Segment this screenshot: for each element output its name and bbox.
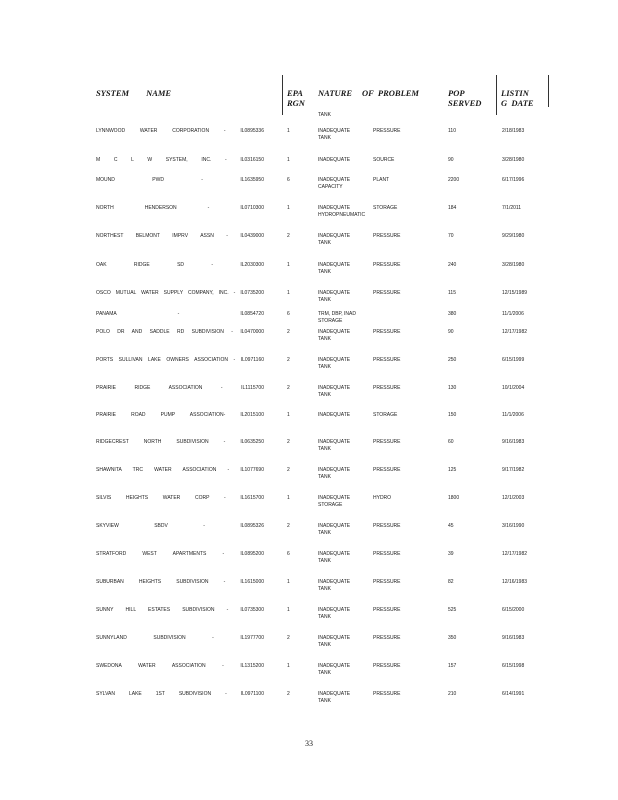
listing-date: 6/15/2000 [502, 607, 525, 613]
table-row [0, 635, 618, 659]
table-row [0, 579, 618, 603]
listing-date: 11/1/2006 [502, 311, 524, 317]
table-row [0, 329, 618, 353]
header-rgn: RGN [287, 98, 305, 108]
population-served: 110 [448, 128, 456, 134]
nature-of-problem: INADEQUATE TANK [318, 439, 351, 452]
header-of-problem: OF PROBLEM [362, 88, 419, 98]
table-row [0, 663, 618, 687]
nature-of-problem: INADEQUATE TANK [318, 663, 351, 676]
table-row [0, 495, 618, 519]
system-name: LYNNWOOD WATER CORPORATION - IL0895336 [96, 128, 264, 134]
continued-fragment: TANK [318, 112, 331, 118]
epa-region: 2 [287, 439, 290, 445]
population-served: 1800 [448, 495, 460, 501]
nature-of-problem: INADEQUATE TANK [318, 329, 351, 342]
system-name: OAK RIDGE SD - IL2030300 [96, 262, 264, 268]
nature-of-problem: INADEQUATE [318, 157, 351, 163]
problem-type: STORAGE [373, 205, 398, 211]
listing-date: 12/1/2003 [502, 495, 525, 501]
epa-region: 1 [287, 607, 290, 613]
problem-type: STORAGE [373, 412, 398, 418]
population-served: 70 [448, 233, 454, 239]
nature-of-problem: INADEQUATE TANK [318, 233, 351, 246]
nature-of-problem: INADEQUATE TANK [318, 467, 351, 480]
problem-type: PRESSURE [373, 233, 401, 239]
population-served: 380 [448, 311, 457, 317]
listing-date: 3/16/1990 [502, 523, 525, 529]
system-name: MOUND PWD - IL1635950 [96, 177, 264, 183]
epa-region: 6 [287, 551, 290, 557]
system-name: STRATFORD WEST APARTMENTS - IL0895200 [96, 551, 264, 557]
system-name: SUNNY HILL ESTATES SUBDIVISION - IL0735300 [96, 607, 264, 613]
system-name: PRAIRIE RIDGE ASSOCIATION - IL1115700 [96, 385, 264, 391]
epa-region: 2 [287, 467, 290, 473]
problem-type: PLANT [373, 177, 390, 183]
population-served: 82 [448, 579, 454, 585]
nature-of-problem: INADEQUATE STORAGE [318, 495, 351, 508]
epa-region: 1 [287, 262, 290, 268]
system-name: NORTH HENDERSON - IL0710300 [96, 205, 264, 211]
nature-of-problem: INADEQUATE TANK [318, 385, 351, 398]
system-name: SILVIS HEIGHTS WATER CORP - IL1615700 [96, 495, 264, 501]
nature-of-problem: INADEQUATE TANK [318, 357, 351, 370]
listing-date: 10/1/2004 [502, 385, 525, 391]
epa-region: 2 [287, 233, 290, 239]
nature-of-problem: INADEQUATE TANK [318, 551, 351, 564]
epa-region: 1 [287, 290, 290, 296]
problem-type: PRESSURE [373, 551, 401, 557]
epa-region: 2 [287, 329, 290, 335]
table-row [0, 523, 618, 547]
epa-region: 1 [287, 495, 290, 501]
population-served: 2200 [448, 177, 460, 183]
epa-region: 2 [287, 635, 290, 641]
listing-date: 6/15/1999 [502, 357, 525, 363]
population-served: 250 [448, 357, 457, 363]
table-row [0, 467, 618, 491]
table-row [0, 205, 618, 229]
population-served: 157 [448, 663, 457, 669]
header-system-name: SYSTEM NAME [96, 88, 172, 98]
nature-of-problem: TRM, DBP, INAD STORAGE [318, 311, 356, 324]
epa-region: 1 [287, 579, 290, 585]
header-pop: POP [448, 88, 465, 98]
header-served: SERVED [448, 98, 482, 108]
system-name: SUBURBAN HEIGHTS SUBDIVISION - IL1615000 [96, 579, 264, 585]
listing-date: 9/16/1983 [502, 635, 525, 641]
epa-region: 1 [287, 128, 290, 134]
population-served: 150 [448, 412, 457, 418]
nature-of-problem: INADEQUATE TANK [318, 128, 351, 141]
header-epa: EPA [287, 88, 303, 98]
problem-type: PRESSURE [373, 439, 401, 445]
nature-of-problem: INADEQUATE TANK [318, 262, 351, 275]
epa-region: 2 [287, 523, 290, 529]
nature-of-problem: INADEQUATE TANK [318, 290, 351, 303]
listing-date: 3/28/1980 [502, 262, 525, 268]
population-served: 210 [448, 691, 457, 697]
nature-of-problem: INADEQUATE TANK [318, 523, 351, 536]
nature-of-problem: INADEQUATE HYDROPNEUMATIC [318, 205, 366, 218]
problem-type: SOURCE [373, 157, 395, 163]
listing-date: 6/14/1991 [502, 691, 525, 697]
table-row [0, 262, 618, 286]
listing-date: 9/29/1980 [502, 233, 525, 239]
nature-of-problem: INADEQUATE TANK [318, 635, 351, 648]
problem-type: PRESSURE [373, 635, 401, 641]
system-name: POLO DR AND SADDLE RD SUBDIVISION - IL0470000 [96, 329, 264, 335]
system-name: PANAMA - IL0854720 [96, 311, 264, 317]
header-listing-1: LISTIN [501, 88, 529, 98]
population-served: 115 [448, 290, 456, 296]
system-name: PORTS SULLIVAN LAKE OWNERS ASSOCIATION - IL0971160 [96, 357, 264, 363]
problem-type: PRESSURE [373, 290, 401, 296]
table-row [0, 357, 618, 381]
population-served: 240 [448, 262, 457, 268]
epa-region: 1 [287, 663, 290, 669]
nature-of-problem: INADEQUATE [318, 412, 351, 418]
listing-date: 3/28/1980 [502, 157, 525, 163]
system-name: SWEDONA WATER ASSOCIATION - IL1315200 [96, 663, 264, 669]
listing-date: 9/17/1982 [502, 467, 525, 473]
epa-region: 2 [287, 357, 290, 363]
header-nature: NATURE [318, 88, 353, 98]
nature-of-problem: INADEQUATE TANK [318, 607, 351, 620]
epa-region: 2 [287, 385, 290, 391]
epa-region: 1 [287, 205, 290, 211]
population-served: 350 [448, 635, 457, 641]
table-row [0, 691, 618, 715]
problem-type: HYDRO [373, 495, 392, 501]
problem-type: PRESSURE [373, 128, 401, 134]
listing-date: 11/1/2006 [502, 412, 524, 418]
page-number: 33 [305, 739, 313, 748]
problem-type: PRESSURE [373, 467, 401, 473]
system-name: SYLVAN LAKE 1ST SUBDIVISION - IL0971100 [96, 691, 264, 697]
listing-date: 6/15/1998 [502, 663, 525, 669]
population-served: 125 [448, 467, 457, 473]
listing-date: 2/18/1983 [502, 128, 525, 134]
listing-date: 7/1/2011 [502, 205, 522, 211]
epa-region: 1 [287, 157, 290, 163]
system-name: SUNNYLAND SUBDIVISION - IL1977700 [96, 635, 264, 641]
population-served: 525 [448, 607, 457, 613]
population-served: 130 [448, 385, 457, 391]
system-name: SKYVIEW SBDV - IL0895326 [96, 523, 264, 529]
table-row [0, 233, 618, 257]
listing-date: 12/17/1982 [502, 329, 528, 335]
nature-of-problem: INADEQUATE TANK [318, 691, 351, 704]
population-served: 39 [448, 551, 454, 557]
system-name: NORTHEST BELMONT IMPRV ASSN - IL0439000 [96, 233, 264, 239]
listing-date: 9/16/1983 [502, 439, 525, 445]
table-row [0, 607, 618, 631]
epa-region: 6 [287, 177, 290, 183]
system-name: SHAWNITA TRC WATER ASSOCIATION - IL1077690 [96, 467, 264, 473]
epa-region: 1 [287, 412, 290, 418]
table-row [0, 439, 618, 463]
column-rule [548, 75, 549, 107]
population-served: 60 [448, 439, 454, 445]
system-name: M C L W SYSTEM, INC. - IL0316150 [96, 157, 264, 163]
column-rule [496, 75, 497, 115]
epa-region: 6 [287, 311, 290, 317]
problem-type: PRESSURE [373, 357, 401, 363]
table-row [0, 128, 618, 152]
problem-type: PRESSURE [373, 329, 401, 335]
column-rule [282, 75, 283, 115]
problem-type: PRESSURE [373, 385, 401, 391]
population-served: 90 [448, 329, 454, 335]
system-name: RIDGECREST NORTH SUBDIVISION - IL0635250 [96, 439, 264, 445]
table-row [0, 177, 618, 201]
problem-type: PRESSURE [373, 607, 401, 613]
table-row [0, 551, 618, 575]
table-row [0, 412, 618, 436]
listing-date: 12/15/1989 [502, 290, 528, 296]
system-name: PRAIRIE ROAD PUMP ASSOCIATION- IL2015100 [96, 412, 264, 418]
population-served: 184 [448, 205, 457, 211]
problem-type: PRESSURE [373, 663, 401, 669]
table-row [0, 385, 618, 409]
listing-date: 12/16/1983 [502, 579, 528, 585]
problem-type: PRESSURE [373, 691, 401, 697]
population-served: 45 [448, 523, 454, 529]
listing-date: 12/17/1982 [502, 551, 528, 557]
nature-of-problem: INADEQUATE CAPACITY [318, 177, 351, 190]
nature-of-problem: INADEQUATE TANK [318, 579, 351, 592]
population-served: 90 [448, 157, 454, 163]
system-name: OSCO MUTUAL WATER SUPPLY COMPANY, INC. - IL0735200 [96, 290, 264, 296]
problem-type: PRESSURE [373, 523, 401, 529]
header-listing-2: G DATE [501, 98, 534, 108]
epa-region: 2 [287, 691, 290, 697]
problem-type: PRESSURE [373, 262, 401, 268]
problem-type: PRESSURE [373, 579, 401, 585]
listing-date: 6/17/1996 [502, 177, 525, 183]
